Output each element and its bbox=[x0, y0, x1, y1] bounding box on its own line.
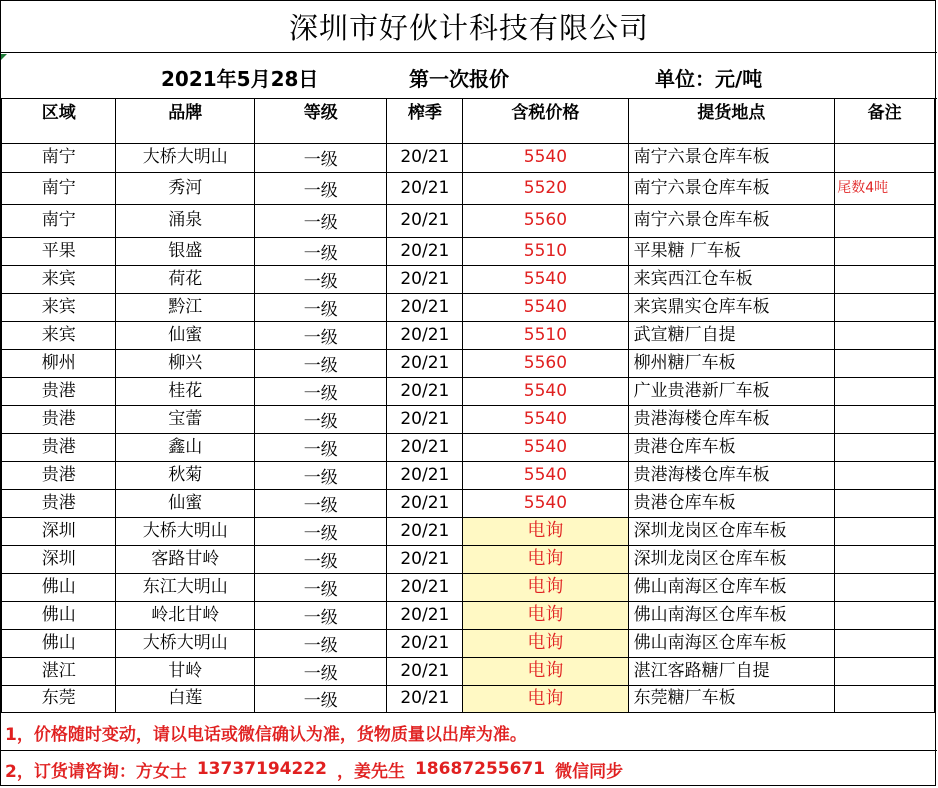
table-row bbox=[2, 204, 935, 237]
note-cell bbox=[835, 489, 935, 517]
table-row bbox=[2, 349, 935, 377]
contact1-name: 方女士 bbox=[135, 761, 187, 782]
region-cell: 南宁 bbox=[2, 204, 116, 237]
price-cell: 电询 bbox=[463, 601, 628, 629]
location-cell: 贵港海楼仓库车板 bbox=[628, 461, 835, 489]
brand-cell: 大桥大明山 bbox=[116, 143, 255, 172]
brand-cell: 岭北甘岭 bbox=[116, 601, 255, 629]
grade-cell: 一级 bbox=[255, 489, 387, 517]
table-row bbox=[2, 293, 935, 321]
location-cell: 来宾鼎实仓库车板 bbox=[628, 293, 835, 321]
region-cell: 佛山 bbox=[2, 573, 116, 601]
season-cell: 20/21 bbox=[387, 237, 463, 265]
grade-cell: 一级 bbox=[255, 405, 387, 433]
region-cell: 深圳 bbox=[2, 545, 116, 573]
price-unit: 单位：元/吨 bbox=[655, 67, 763, 91]
table-row bbox=[2, 321, 935, 349]
table-row bbox=[2, 265, 935, 293]
location-cell: 贵港海楼仓库车板 bbox=[628, 405, 835, 433]
region-cell: 贵港 bbox=[2, 433, 116, 461]
brand-cell: 大桥大明山 bbox=[116, 517, 255, 545]
price-cell: 电询 bbox=[463, 517, 628, 545]
subtitle-row bbox=[1, 53, 937, 99]
table-row bbox=[2, 172, 935, 204]
price-cell: 5560 bbox=[463, 204, 628, 237]
price-cell: 电询 bbox=[463, 545, 628, 573]
brand-cell: 黔江 bbox=[116, 293, 255, 321]
grade-cell: 一级 bbox=[255, 321, 387, 349]
price-cell: 5540 bbox=[463, 405, 628, 433]
footer-contact bbox=[1, 751, 937, 787]
brand-cell: 荷花 bbox=[116, 265, 255, 293]
season-cell: 20/21 bbox=[387, 573, 463, 601]
price-cell: 电询 bbox=[463, 657, 628, 685]
location-cell: 深圳龙岗区仓库车板 bbox=[628, 517, 835, 545]
brand-cell: 秋菊 bbox=[116, 461, 255, 489]
price-cell: 5520 bbox=[463, 172, 628, 204]
table-row bbox=[2, 237, 935, 265]
grade-cell: 一级 bbox=[255, 657, 387, 685]
price-cell: 5540 bbox=[463, 377, 628, 405]
header-note: 备注 bbox=[835, 99, 935, 143]
region-cell: 贵港 bbox=[2, 489, 116, 517]
price-cell: 电询 bbox=[463, 685, 628, 712]
season-cell: 20/21 bbox=[387, 657, 463, 685]
brand-cell: 客路甘岭 bbox=[116, 545, 255, 573]
table-row bbox=[2, 573, 935, 601]
location-cell: 南宁六景仓库车板 bbox=[628, 204, 835, 237]
season-cell: 20/21 bbox=[387, 204, 463, 237]
location-cell: 佛山南海区仓库车板 bbox=[628, 601, 835, 629]
grade-cell: 一级 bbox=[255, 685, 387, 712]
price-cell: 5510 bbox=[463, 237, 628, 265]
brand-cell: 白莲 bbox=[116, 685, 255, 712]
company-title: 深圳市好伙计科技有限公司 bbox=[1, 1, 937, 53]
location-cell: 南宁六景仓库车板 bbox=[628, 143, 835, 172]
note-cell bbox=[835, 573, 935, 601]
brand-cell: 涌泉 bbox=[116, 204, 255, 237]
note-cell bbox=[835, 237, 935, 265]
region-cell: 南宁 bbox=[2, 172, 116, 204]
note-cell bbox=[835, 517, 935, 545]
grade-cell: 一级 bbox=[255, 377, 387, 405]
note-cell bbox=[835, 204, 935, 237]
season-cell: 20/21 bbox=[387, 629, 463, 657]
price-cell: 5540 bbox=[463, 489, 628, 517]
season-cell: 20/21 bbox=[387, 489, 463, 517]
note-cell bbox=[835, 143, 935, 172]
grade-cell: 一级 bbox=[255, 172, 387, 204]
table-row bbox=[2, 433, 935, 461]
note-cell bbox=[835, 657, 935, 685]
cell-comment-marker bbox=[1, 54, 7, 60]
header-season: 榨季 bbox=[387, 99, 463, 143]
season-cell: 20/21 bbox=[387, 293, 463, 321]
season-cell: 20/21 bbox=[387, 545, 463, 573]
brand-cell: 秀河 bbox=[116, 172, 255, 204]
header-location: 提货地点 bbox=[628, 99, 835, 143]
grade-cell: 一级 bbox=[255, 349, 387, 377]
grade-cell: 一级 bbox=[255, 601, 387, 629]
table-row bbox=[2, 377, 935, 405]
note-cell bbox=[835, 405, 935, 433]
season-cell: 20/21 bbox=[387, 377, 463, 405]
location-cell: 东莞糖厂车板 bbox=[628, 685, 835, 712]
region-cell: 贵港 bbox=[2, 377, 116, 405]
location-cell: 湛江客路糖厂自提 bbox=[628, 657, 835, 685]
table-header-row bbox=[2, 99, 935, 143]
brand-cell: 银盛 bbox=[116, 237, 255, 265]
price-table bbox=[1, 99, 935, 713]
region-cell: 平果 bbox=[2, 237, 116, 265]
brand-cell: 大桥大明山 bbox=[116, 629, 255, 657]
region-cell: 南宁 bbox=[2, 143, 116, 172]
season-cell: 20/21 bbox=[387, 321, 463, 349]
price-cell: 5540 bbox=[463, 265, 628, 293]
note-cell bbox=[835, 265, 935, 293]
brand-cell: 宝蕾 bbox=[116, 405, 255, 433]
brand-cell: 东江大明山 bbox=[116, 573, 255, 601]
note-cell bbox=[835, 685, 935, 712]
season-cell: 20/21 bbox=[387, 349, 463, 377]
header-price: 含税价格 bbox=[463, 99, 628, 143]
note-cell bbox=[835, 461, 935, 489]
header-region: 区域 bbox=[2, 99, 116, 143]
location-cell: 南宁六景仓库车板 bbox=[628, 172, 835, 204]
price-cell: 5540 bbox=[463, 433, 628, 461]
note-cell bbox=[835, 377, 935, 405]
region-cell: 贵港 bbox=[2, 405, 116, 433]
table-row bbox=[2, 461, 935, 489]
location-cell: 平果糖 厂车板 bbox=[628, 237, 835, 265]
note-cell bbox=[835, 629, 935, 657]
brand-cell: 鑫山 bbox=[116, 433, 255, 461]
note-cell: 尾数4吨 bbox=[835, 172, 935, 204]
grade-cell: 一级 bbox=[255, 461, 387, 489]
table-row bbox=[2, 601, 935, 629]
location-cell: 深圳龙岗区仓库车板 bbox=[628, 545, 835, 573]
region-cell: 佛山 bbox=[2, 601, 116, 629]
table-row bbox=[2, 657, 935, 685]
season-cell: 20/21 bbox=[387, 265, 463, 293]
season-cell: 20/21 bbox=[387, 461, 463, 489]
table-row bbox=[2, 143, 935, 172]
contact-separator: ， bbox=[336, 761, 354, 782]
brand-cell: 仙蜜 bbox=[116, 321, 255, 349]
grade-cell: 一级 bbox=[255, 573, 387, 601]
contact2-name: 姜先生 bbox=[353, 761, 405, 782]
grade-cell: 一级 bbox=[255, 629, 387, 657]
grade-cell: 一级 bbox=[255, 545, 387, 573]
grade-cell: 一级 bbox=[255, 293, 387, 321]
region-cell: 东莞 bbox=[2, 685, 116, 712]
price-cell: 电询 bbox=[463, 573, 628, 601]
season-cell: 20/21 bbox=[387, 143, 463, 172]
table-row bbox=[2, 685, 935, 712]
table-row bbox=[2, 405, 935, 433]
price-cell: 5540 bbox=[463, 461, 628, 489]
grade-cell: 一级 bbox=[255, 143, 387, 172]
header-brand: 品牌 bbox=[116, 99, 255, 143]
location-cell: 武宣糖厂自提 bbox=[628, 321, 835, 349]
season-cell: 20/21 bbox=[387, 433, 463, 461]
grade-cell: 一级 bbox=[255, 204, 387, 237]
location-cell: 贵港仓库车板 bbox=[628, 489, 835, 517]
location-cell: 来宾西江仓车板 bbox=[628, 265, 835, 293]
note-cell bbox=[835, 545, 935, 573]
brand-cell: 柳兴 bbox=[116, 349, 255, 377]
quote-round: 第一次报价 bbox=[409, 67, 509, 91]
contact1-phone: 13737194222 bbox=[196, 759, 327, 779]
season-cell: 20/21 bbox=[387, 405, 463, 433]
price-cell: 5540 bbox=[463, 293, 628, 321]
price-cell: 5540 bbox=[463, 143, 628, 172]
location-cell: 贵港仓库车板 bbox=[628, 433, 835, 461]
note-cell bbox=[835, 321, 935, 349]
grade-cell: 一级 bbox=[255, 433, 387, 461]
price-cell: 5560 bbox=[463, 349, 628, 377]
brand-cell: 甘岭 bbox=[116, 657, 255, 685]
note-cell bbox=[835, 349, 935, 377]
footer-note-price: 1，价格随时变动，请以电话或微信确认为准，货物质量以出库为准。 bbox=[1, 715, 937, 751]
grade-cell: 一级 bbox=[255, 265, 387, 293]
wechat-sync: 微信同步 bbox=[555, 761, 624, 782]
region-cell: 佛山 bbox=[2, 629, 116, 657]
grade-cell: 一级 bbox=[255, 517, 387, 545]
region-cell: 来宾 bbox=[2, 293, 116, 321]
contact-prefix: 2，订货请咨询： bbox=[5, 761, 136, 782]
contact2-phone: 18687255671 bbox=[414, 759, 546, 779]
table-row bbox=[2, 545, 935, 573]
region-cell: 贵港 bbox=[2, 461, 116, 489]
season-cell: 20/21 bbox=[387, 517, 463, 545]
location-cell: 佛山南海区仓库车板 bbox=[628, 573, 835, 601]
region-cell: 深圳 bbox=[2, 517, 116, 545]
table-row bbox=[2, 517, 935, 545]
location-cell: 佛山南海区仓库车板 bbox=[628, 629, 835, 657]
price-cell: 电询 bbox=[463, 629, 628, 657]
region-cell: 柳州 bbox=[2, 349, 116, 377]
note-cell bbox=[835, 433, 935, 461]
quote-date: 2021年5月28日 bbox=[161, 67, 319, 91]
table-row bbox=[2, 489, 935, 517]
region-cell: 湛江 bbox=[2, 657, 116, 685]
note-cell bbox=[835, 601, 935, 629]
note-cell bbox=[835, 293, 935, 321]
table-row bbox=[2, 629, 935, 657]
location-cell: 广业贵港新厂车板 bbox=[628, 377, 835, 405]
region-cell: 来宾 bbox=[2, 265, 116, 293]
header-grade: 等级 bbox=[255, 99, 387, 143]
price-cell: 5510 bbox=[463, 321, 628, 349]
location-cell: 柳州糖厂车板 bbox=[628, 349, 835, 377]
region-cell: 来宾 bbox=[2, 321, 116, 349]
brand-cell: 桂花 bbox=[116, 377, 255, 405]
season-cell: 20/21 bbox=[387, 685, 463, 712]
season-cell: 20/21 bbox=[387, 601, 463, 629]
brand-cell: 仙蜜 bbox=[116, 489, 255, 517]
grade-cell: 一级 bbox=[255, 237, 387, 265]
season-cell: 20/21 bbox=[387, 172, 463, 204]
